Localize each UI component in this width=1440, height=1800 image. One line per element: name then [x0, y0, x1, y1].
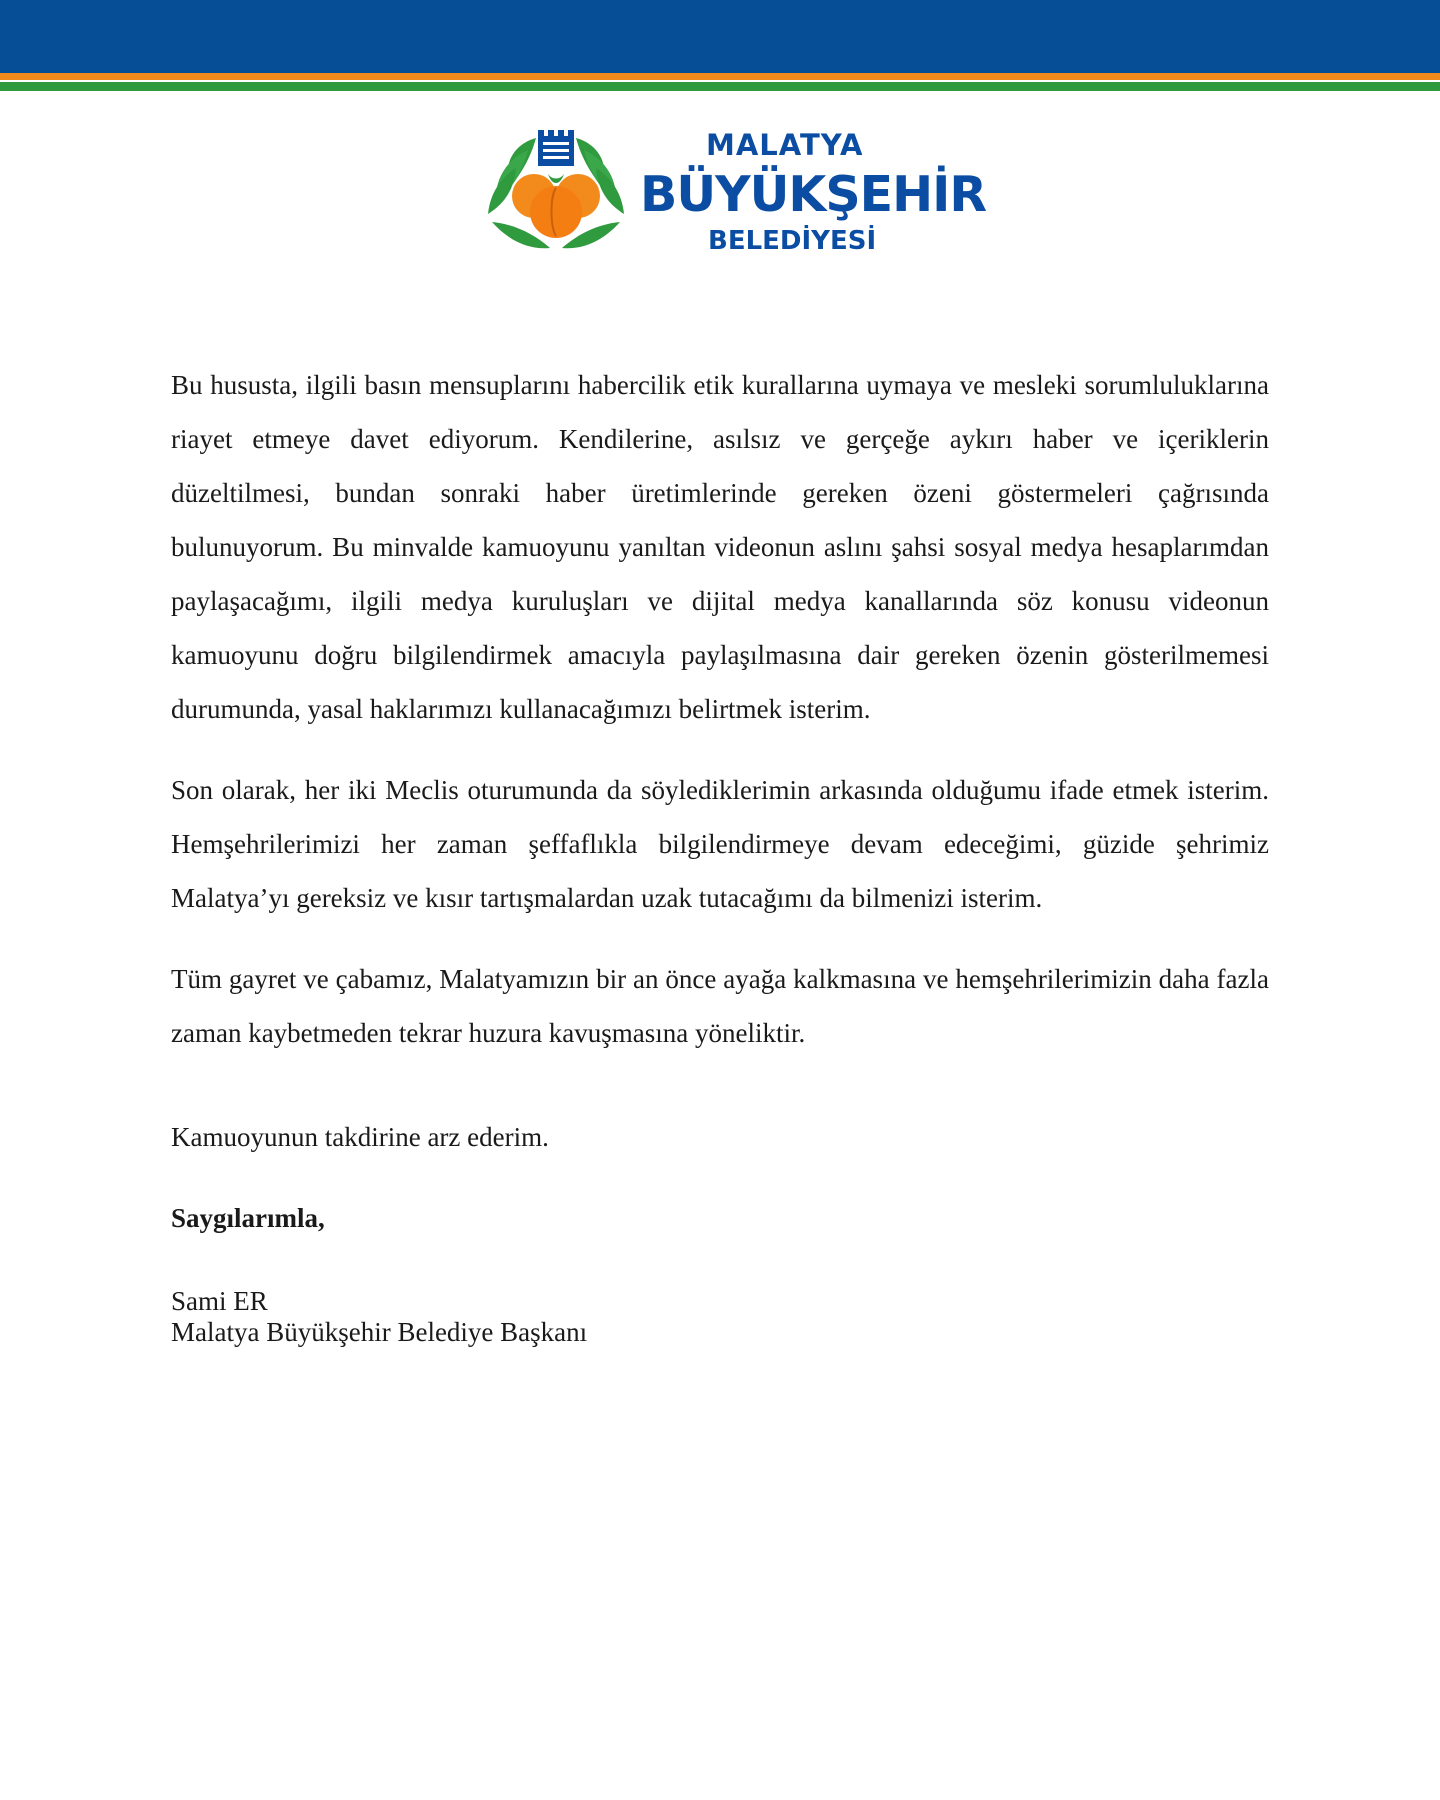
letter-paragraph: Son olarak, her iki Meclis oturumunda da söylediklerimin arkasında olduğumu ifade etmek isterim. Hemşehrilerimizi her zaman şeffaflıkla bilgilendirmeye devam edeceğimi, güzide şehrimiz Malatya’yı gereksiz ve kısır tartışmalardan uzak tutacağımı da bilmenizi isterim.: [171, 775, 1269, 913]
signer-title: Malatya Büyükşehir Belediye Başkanı: [171, 1317, 588, 1347]
letter-paragraph: Bu hususta, ilgili basın mensuplarını habercilik etik kurallarına uymaya ve mesleki sorumluluklarına riayet etmeye davet ediyorum. Kendilerine, asılsız ve gerçeğe aykırı haber ve içeriklerin düzeltilmesi, bundan sonraki haber üretimlerinde gereken özeni göstermeleri çağrısında bulunuyorum. Bu minvalde kamuoyunu yanıltan videonun aslını şahsi sosyal medya hesaplarımdan paylaşacağımı, ilgili medya kuruluşları ve dijital medya kanallarında söz konusu videonun kamuoyunu doğru bilgilendirmek amacıyla paylaşılmasına dair gereken özenin gösterilmemesi durumunda, yasal haklarımızı kullanacağımızı belirtmek isterim.: [171, 370, 1269, 724]
header-green-stripe: [0, 82, 1440, 91]
signer-name: Sami ER: [171, 1286, 268, 1316]
municipality-logo: [488, 122, 987, 257]
letter-greeting: Saygılarımla,: [171, 1203, 325, 1233]
letter-body: [171, 358, 1269, 1060]
letter-paragraph: Tüm gayret ve çabamız, Malatyamızın bir an önce ayağa kalkmasına ve hemşehrilerimizin daha fazla zaman kaybetmeden tekrar huzura kavuşmasına yöneliktir.: [171, 964, 1269, 1048]
signature-block: [171, 1286, 587, 1348]
header-blue-bar: [0, 0, 1440, 73]
logo-metropolitan: BÜYÜKŞEHİR: [640, 166, 987, 223]
letter-closing: Kamuoyunun takdirine arz ederim.: [171, 1122, 549, 1152]
logo-municipality: BELEDİYESİ: [708, 226, 877, 256]
header-orange-stripe: [0, 73, 1440, 80]
logo-city-name: MALATYA: [706, 128, 864, 162]
malatya-emblem-icon: [488, 130, 624, 254]
